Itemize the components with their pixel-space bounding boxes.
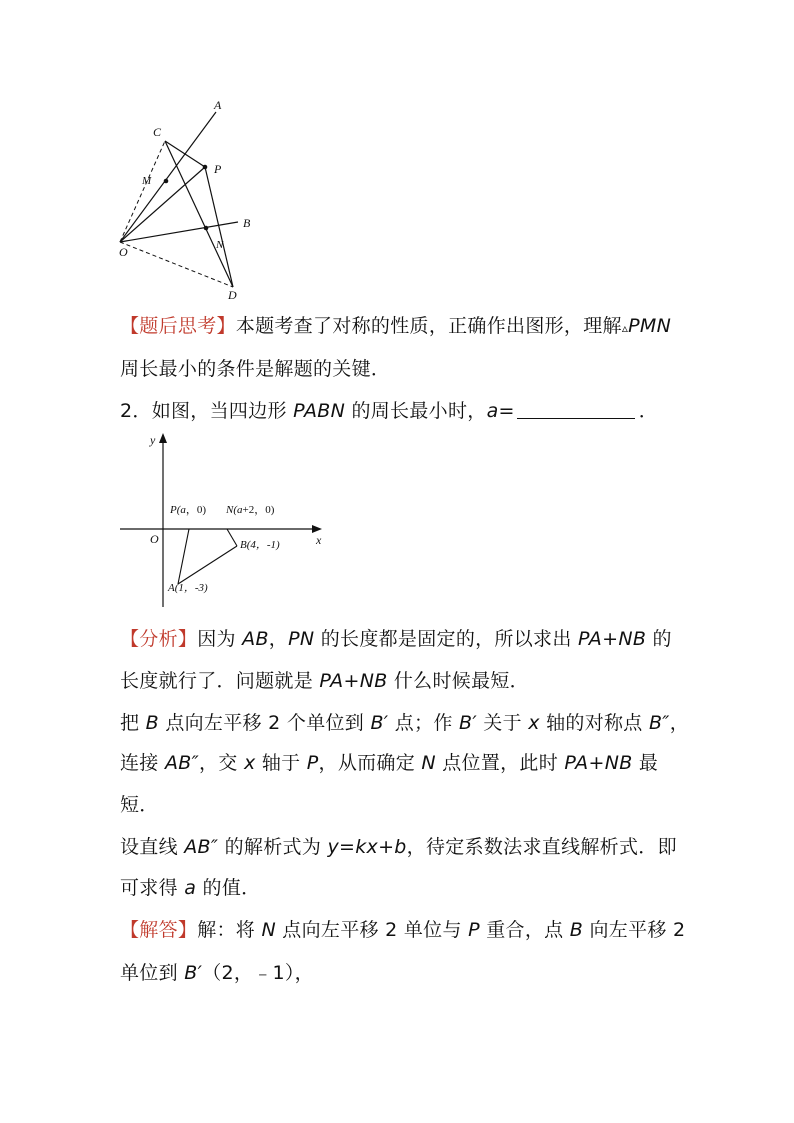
- var-P: P: [468, 919, 480, 941]
- text: 最: [632, 752, 659, 774]
- text: ，: [669, 712, 689, 734]
- var-NB: NB: [359, 670, 388, 692]
- point-N-label: N(a+2，0): [226, 504, 275, 516]
- section-bracket-analysis: 【分析】: [120, 628, 198, 650]
- triangle-symbol: ▵: [621, 321, 629, 335]
- var-B: B: [145, 712, 159, 734]
- text: 设直线: [120, 836, 185, 858]
- reflection-line-1: [120, 314, 671, 340]
- text: 的: [646, 628, 672, 650]
- y-axis-arrow: [159, 433, 167, 443]
- plus: +: [343, 670, 360, 692]
- var-NB: NB: [618, 628, 647, 650]
- var-N: N: [261, 919, 276, 941]
- segment-OC-dashed: [120, 141, 165, 242]
- segment-AB: [178, 546, 237, 584]
- text: ，: [268, 628, 289, 650]
- answer-blank[interactable]: [517, 400, 635, 419]
- text: 点；作: [388, 712, 459, 734]
- text: 的值．: [196, 877, 261, 899]
- label-N: N: [216, 239, 224, 251]
- var-AB-double-prime: AB″: [184, 836, 219, 858]
- var-a: a: [184, 877, 197, 899]
- label-B: B: [243, 216, 251, 230]
- point-M: [164, 179, 169, 184]
- var-PA: PA: [577, 628, 603, 650]
- origin-label: O: [150, 532, 159, 546]
- label-P: P: [214, 162, 222, 176]
- var-PN: PN: [288, 628, 315, 650]
- text: 连接: [120, 752, 165, 774]
- analysis-line-2: [120, 669, 529, 693]
- var-B-double-prime: B″: [648, 712, 670, 734]
- var-NB: NB: [604, 752, 633, 774]
- plus: +: [588, 752, 605, 774]
- answer-line-1: [120, 918, 685, 942]
- analysis-line-3: [120, 711, 689, 735]
- question-2: [120, 399, 658, 423]
- analysis-line-7: [120, 876, 260, 900]
- text: 可求得: [120, 877, 185, 899]
- text: ，待定系数法求直线解析式．即: [406, 836, 677, 858]
- text: （2，﹣1），: [202, 962, 314, 984]
- analysis-line-4: [120, 751, 658, 775]
- segment-OP: [120, 167, 205, 242]
- triangle-var: PMN: [628, 315, 672, 337]
- var-AB: AB: [242, 628, 269, 650]
- answer-line-2: [120, 961, 314, 985]
- axis-y-label: y: [150, 433, 156, 447]
- text: ，从而确定: [318, 752, 422, 774]
- var-B-prime: B′: [184, 962, 203, 984]
- var-x: x: [243, 752, 256, 774]
- analysis-line-5: 短．: [120, 794, 159, 816]
- label-A: A: [214, 98, 222, 112]
- plus: +: [602, 628, 619, 650]
- label-C: C: [153, 125, 162, 139]
- point-N: [204, 226, 209, 231]
- text: 点位置，此时: [435, 752, 565, 774]
- text: 的长度都是固定的，所以求出: [314, 628, 578, 650]
- section-bracket-answer: 【解答】: [120, 919, 198, 941]
- text: 关于: [476, 712, 529, 734]
- var-AB-double-prime: AB″: [164, 752, 199, 774]
- question-number-text: 2．如图，当四边形: [120, 400, 294, 422]
- point-P-label: P(a，0): [170, 504, 207, 516]
- text: 点向左平移 2 个单位到: [158, 712, 371, 734]
- var-PA: PA: [319, 670, 344, 692]
- var-B-prime: B′: [458, 712, 477, 734]
- axis-x-label: x: [316, 533, 322, 547]
- var-x: x: [528, 712, 540, 734]
- reflection-text: 本题考查了对称的性质，正确作出图形，理解: [235, 315, 622, 337]
- question-mid: 的周长最小时，: [345, 400, 487, 422]
- var-B-prime: B′: [370, 712, 389, 734]
- reflection-line-2: 周长最小的条件是解题的关键．: [120, 358, 391, 380]
- section-bracket-reflection: 【题后思考】: [120, 315, 236, 337]
- text: 的解析式为: [218, 836, 328, 858]
- text: 点向左平移 2 单位与: [275, 919, 469, 941]
- text: 因为: [197, 628, 243, 650]
- var-B: B: [569, 919, 584, 941]
- var-N: N: [421, 752, 436, 774]
- analysis-line-6: [120, 835, 677, 859]
- text: 单位到: [120, 962, 185, 984]
- text: 长度就行了．问题就是: [120, 670, 320, 692]
- answer-var-a: a: [486, 400, 499, 422]
- x-axis-arrow: [312, 525, 322, 533]
- figure-reflection: [110, 95, 280, 310]
- segment-PA: [178, 529, 189, 584]
- equals-sign: =: [498, 400, 515, 422]
- question-end: ．: [638, 400, 659, 422]
- text: 轴的对称点: [539, 712, 649, 734]
- point-A-label: A(1，-3): [168, 582, 208, 594]
- text: 轴于: [255, 752, 307, 774]
- segment-BN: [227, 529, 237, 546]
- var-P: P: [306, 752, 319, 774]
- equation: y=kx+b: [327, 836, 407, 858]
- text: 解：将: [197, 919, 262, 941]
- label-O: O: [119, 245, 128, 259]
- text: ，交: [198, 752, 244, 774]
- ray-OA: [120, 112, 216, 242]
- point-P: [203, 165, 208, 170]
- var-PA: PA: [564, 752, 589, 774]
- label-M: M: [142, 175, 152, 187]
- quad-var: PABN: [293, 400, 346, 422]
- text: 把: [120, 712, 146, 734]
- text: 什么时候最短．: [387, 670, 529, 692]
- point-B-label: B(4，-1): [240, 539, 280, 551]
- analysis-line-1: [120, 627, 672, 651]
- text: 重合，点: [479, 919, 570, 941]
- text: 向左平移 2: [583, 919, 686, 941]
- figure-coordinate-plane: [110, 430, 330, 615]
- label-D: D: [228, 288, 237, 302]
